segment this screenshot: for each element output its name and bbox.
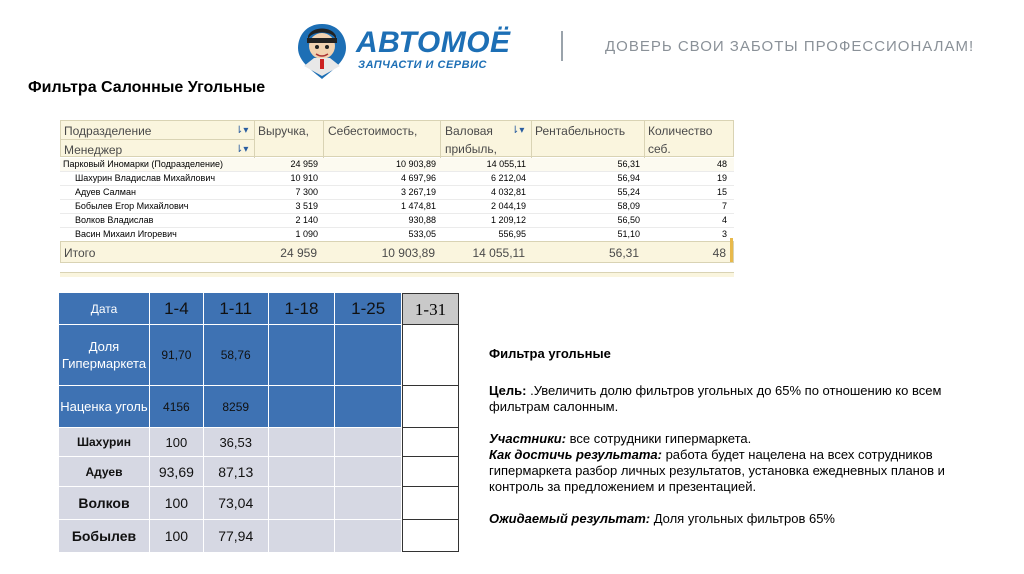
- grid-cell: [403, 457, 458, 487]
- grid-cell: [268, 428, 335, 457]
- grid-cell: 100: [149, 520, 203, 553]
- row-name: Адуев Салман: [75, 187, 136, 197]
- grid-cell: 93,69: [149, 457, 203, 487]
- page-title: Фильтра Салонные Угольные: [28, 79, 266, 96]
- grid-cell: [403, 428, 458, 457]
- row-name: Волков Владислав: [75, 215, 154, 225]
- total-cost: 10 903,89: [381, 246, 435, 260]
- grid-cell: [403, 325, 458, 386]
- row-quantity: 7: [721, 201, 727, 211]
- row-quantity: 3: [721, 229, 727, 239]
- company-logo: [296, 22, 518, 80]
- row-revenue: 1 090: [295, 229, 318, 239]
- row-margin: 55,24: [617, 187, 640, 197]
- total-label: Итого: [64, 246, 96, 260]
- grid-row-label: Наценка уголь: [59, 386, 150, 428]
- row-quantity: 4: [721, 215, 727, 225]
- header-slogan: ДОВЕРЬ СВОИ ЗАБОТЫ ПРОФЕССИОНАЛАМ!: [605, 38, 975, 55]
- grid-row-label: Адуев: [59, 457, 150, 487]
- grid-cell: [403, 386, 458, 428]
- row-margin: 51,10: [617, 229, 640, 239]
- table-row[interactable]: [60, 158, 734, 172]
- cell-cursor: [730, 238, 733, 262]
- column-header-margin[interactable]: Рентабельность: [535, 124, 626, 138]
- row-name: Васин Михаил Игоревич: [75, 229, 177, 239]
- grid-cell: 36,53: [203, 428, 268, 457]
- row-profit: 6 212,04: [490, 173, 526, 183]
- row-profit: 2 044,19: [490, 201, 526, 211]
- sort-icon[interactable]: ⇂▾: [235, 144, 249, 155]
- logo-title: АВТОМОЁ: [356, 26, 511, 59]
- grid-cell: [403, 520, 458, 550]
- grid-cell: 100: [149, 487, 203, 520]
- participants-text: все сотрудники гипермаркета.: [566, 431, 752, 446]
- how-paragraph: [489, 447, 989, 495]
- header-divider: [561, 31, 563, 61]
- grid-cell: [268, 386, 335, 428]
- row-margin: 58,09: [617, 201, 640, 211]
- column-header-manager[interactable]: Менеджер: [64, 143, 123, 157]
- row-profit: 14 055,11: [486, 159, 526, 169]
- column-header-gross[interactable]: Валовая: [445, 124, 493, 138]
- grid-row-label: Бобылев: [59, 520, 150, 553]
- table-row[interactable]: [60, 172, 734, 186]
- total-profit: 14 055,11: [472, 246, 525, 260]
- grid-cell: 91,70: [149, 325, 203, 386]
- row-quantity: 48: [716, 159, 727, 169]
- logo-subtitle: ЗАПЧАСТИ И СЕРВИС: [358, 59, 487, 71]
- expected-paragraph: [489, 511, 989, 527]
- table-row[interactable]: [60, 200, 734, 214]
- goal-paragraph: [489, 383, 989, 415]
- mascot-logo-icon: [296, 22, 348, 80]
- row-margin: 56,31: [617, 159, 640, 169]
- grid-cell: [335, 487, 402, 520]
- row-revenue: 2 140: [295, 215, 318, 225]
- grid-header-week: 1-31: [403, 294, 458, 325]
- row-revenue: 3 519: [295, 201, 318, 211]
- how-text: работа будет нацелена на всех сотрудников гипермаркета разбор личных результатов, установка ежедневных планов и контроль за предложением и презентацией.: [489, 447, 945, 494]
- row-revenue: 10 910: [290, 173, 318, 183]
- row-margin: 56,94: [617, 173, 640, 183]
- total-margin: 56,31: [608, 246, 639, 260]
- grid-cell: 73,04: [203, 487, 268, 520]
- report-cutoff-row: [60, 272, 734, 277]
- grid-header-week: 1-25: [335, 293, 402, 325]
- grid-cell: 100: [149, 428, 203, 457]
- row-cost: 930,88: [408, 215, 436, 225]
- column-header-revenue[interactable]: Выручка,: [258, 124, 309, 138]
- table-row[interactable]: [60, 228, 734, 242]
- grid-cell: [403, 487, 458, 520]
- column-header-profit[interactable]: прибыль,: [445, 142, 497, 156]
- grid-cell: [268, 325, 335, 386]
- grid-cell: [268, 487, 335, 520]
- info-block: [489, 346, 989, 527]
- grid-cell: 4156: [149, 386, 203, 428]
- row-cost: 533,05: [408, 229, 436, 239]
- row-revenue: 7 300: [295, 187, 318, 197]
- row-name: Парковый Иномарки (Подразделение): [63, 159, 223, 169]
- sort-icon[interactable]: ⇂▾: [235, 125, 249, 136]
- extra-week-column: [402, 293, 459, 552]
- row-cost: 1 474,81: [400, 201, 436, 211]
- grid-row-label: Шахурин: [59, 428, 150, 457]
- column-header-quantity[interactable]: Количество: [648, 124, 713, 138]
- total-quantity: 48: [712, 246, 726, 260]
- grid-header-week: 1-18: [268, 293, 335, 325]
- grid-cell: [335, 325, 402, 386]
- row-name: Бобылев Егор Михайлович: [75, 201, 189, 211]
- sales-report-table: [60, 120, 735, 277]
- report-header: [60, 120, 734, 157]
- column-header-quantity-unit[interactable]: себ.: [648, 142, 671, 156]
- participants-label: Участники:: [489, 431, 567, 446]
- plan-grid: [58, 292, 402, 553]
- grid-cell: 8259: [203, 386, 268, 428]
- total-revenue: 24 959: [280, 246, 317, 260]
- expected-label: Ожидаемый результат:: [489, 511, 651, 526]
- participants-paragraph: [489, 431, 989, 447]
- row-profit: 4 032,81: [490, 187, 526, 197]
- grid-cell: [335, 457, 402, 487]
- info-heading: Фильтра угольные: [489, 346, 611, 361]
- grid-cell: 58,76: [203, 325, 268, 386]
- row-profit: 556,95: [498, 229, 526, 239]
- row-revenue: 24 959: [290, 159, 318, 169]
- column-header-cost[interactable]: Себестоимость,: [328, 124, 418, 138]
- column-header-department[interactable]: Подразделение: [64, 124, 152, 138]
- table-row[interactable]: [60, 214, 734, 228]
- grid-cell: [335, 386, 402, 428]
- row-margin: 56,50: [617, 215, 640, 225]
- grid-header-week: 1-4: [149, 293, 203, 325]
- expected-text: Доля угольных фильтров 65%: [650, 511, 835, 526]
- row-cost: 3 267,19: [400, 187, 436, 197]
- row-cost: 10 903,89: [395, 159, 436, 169]
- row-name: Шахурин Владислав Михайлович: [75, 173, 216, 183]
- grid-cell: 77,94: [203, 520, 268, 553]
- grid-row-label: Доля Гипермаркета: [59, 325, 150, 386]
- grid-row-label: Волков: [59, 487, 150, 520]
- grid-cell: [335, 520, 402, 553]
- row-profit: 1 209,12: [490, 215, 526, 225]
- row-quantity: 19: [716, 173, 727, 183]
- grid-cell: [335, 428, 402, 457]
- grid-cell: 87,13: [203, 457, 268, 487]
- sort-icon[interactable]: ⇂▾: [511, 125, 525, 136]
- table-row[interactable]: [60, 186, 734, 200]
- goal-label: Цель:: [489, 383, 527, 398]
- row-quantity: 15: [716, 187, 727, 197]
- how-label: Как достичь результата:: [489, 447, 662, 462]
- goal-text: .Увеличить долю фильтров угольных до 65% по отношению ко всем фильтрам салонным.: [489, 383, 942, 414]
- grid-header-date: Дата: [59, 293, 150, 325]
- row-cost: 4 697,96: [400, 173, 436, 183]
- total-row[interactable]: [60, 241, 734, 263]
- grid-cell: [268, 520, 335, 553]
- grid-cell: [268, 457, 335, 487]
- grid-header-week: 1-11: [203, 293, 268, 325]
